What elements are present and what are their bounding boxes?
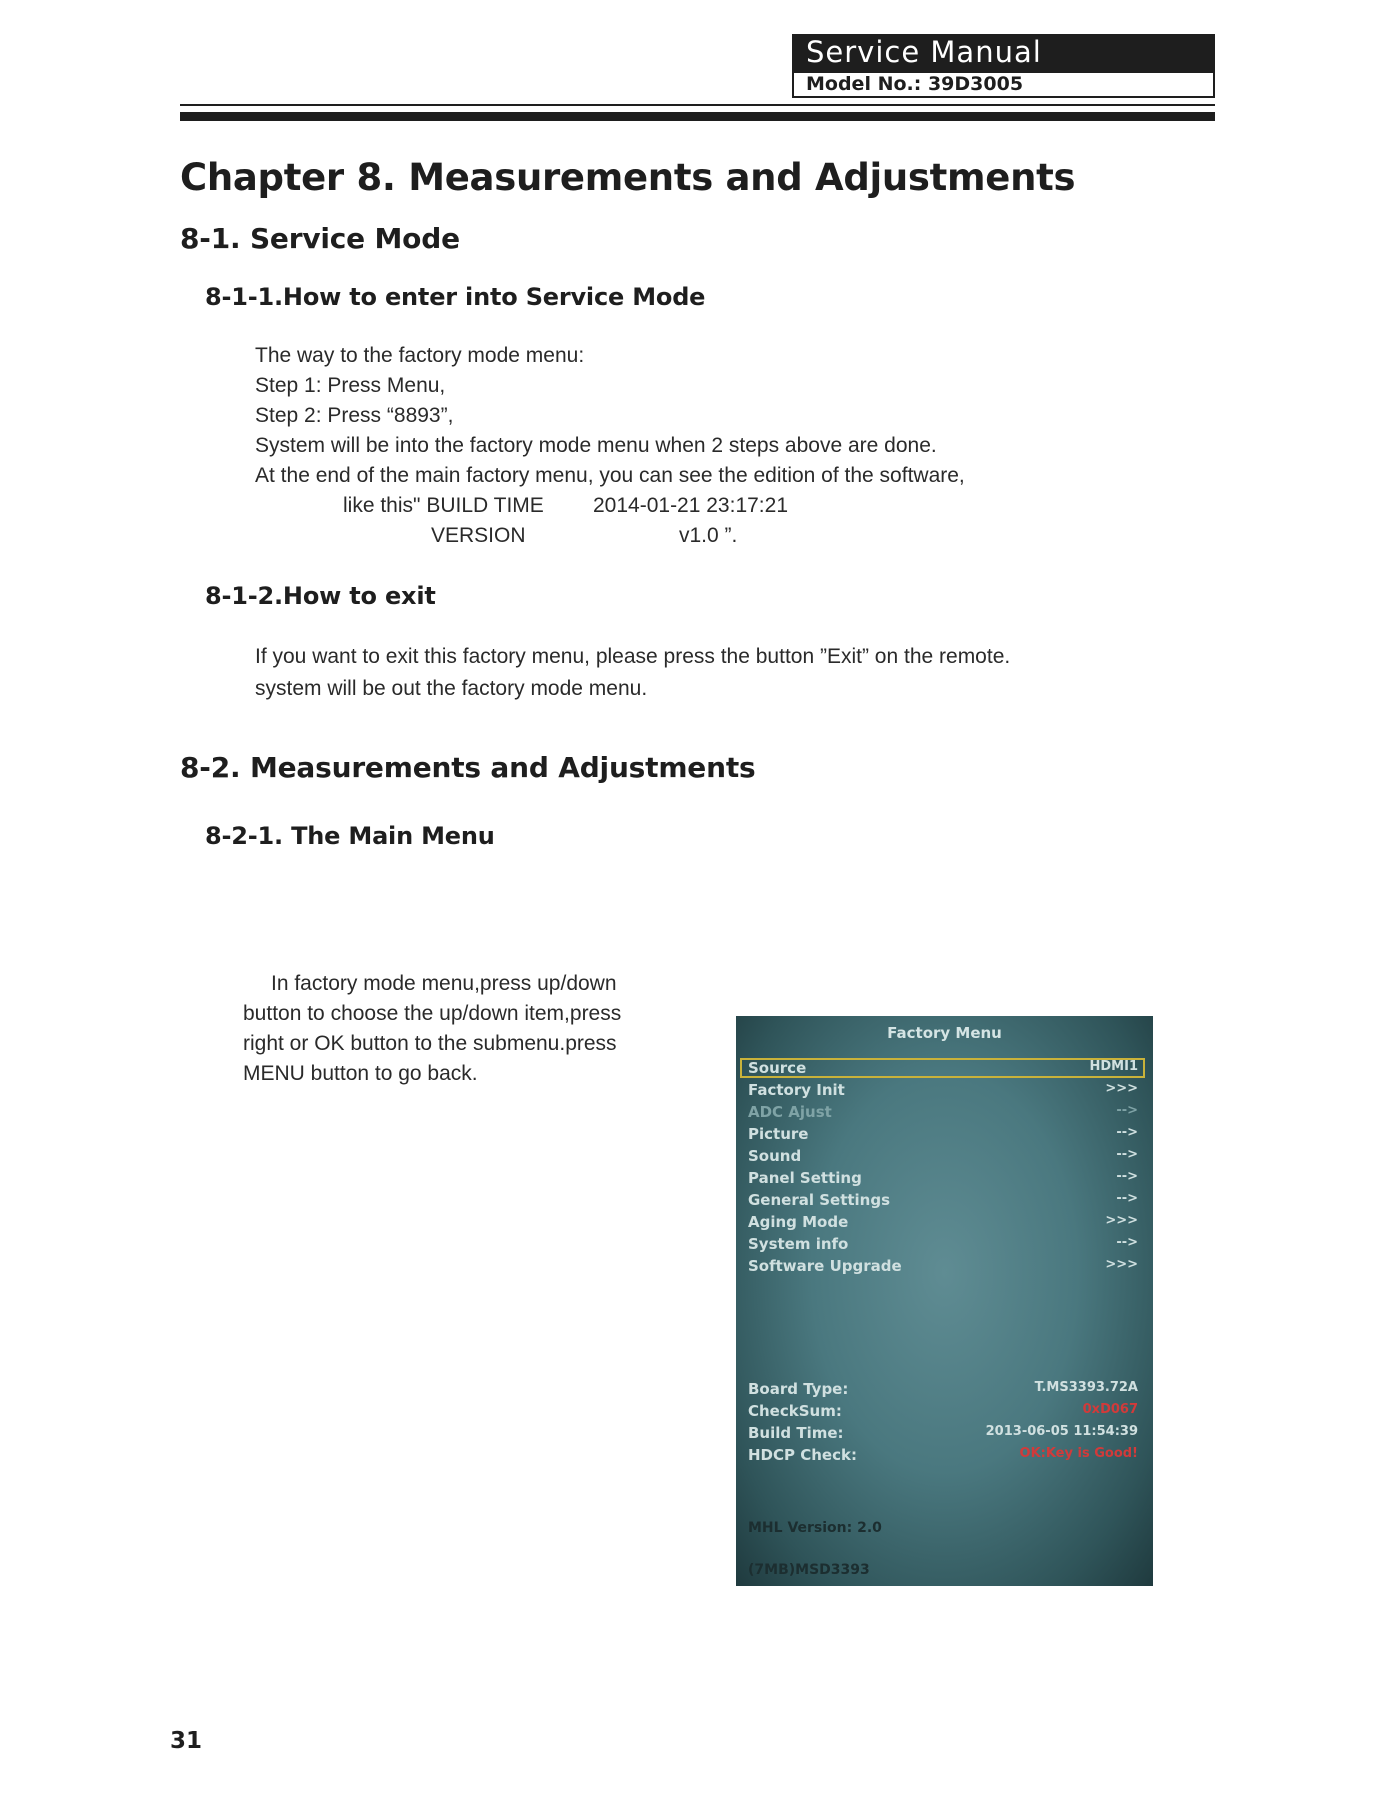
menu-item-label: Panel Setting [748, 1169, 862, 1187]
factory-menu-screenshot [736, 1016, 1153, 1586]
info-value: 2013-06-05 11:54:39 [985, 1424, 1138, 1439]
section-service-mode-title: 8-1. Service Mode [180, 222, 460, 255]
menu-item-value: --> [1116, 1235, 1138, 1250]
enter-line-1: The way to the factory mode menu: [255, 344, 585, 367]
info-label: HDCP Check: [748, 1446, 857, 1464]
info-label: Build Time: [748, 1424, 844, 1442]
chapter-title: Chapter 8. Measurements and Adjustments [180, 156, 1076, 199]
menu-item-label: General Settings [748, 1191, 891, 1209]
factory-menu-title: Factory Menu [887, 1024, 1002, 1042]
header-rule-thin [180, 104, 1215, 106]
factory-menu-item-software-upgrade [748, 1257, 1138, 1279]
menu-item-label: Source [748, 1059, 807, 1077]
factory-menu-item-system-info [748, 1235, 1138, 1257]
menu-item-label: Sound [748, 1147, 802, 1165]
factory-menu-item-general-settings [748, 1191, 1138, 1213]
info-label: Board Type: [748, 1380, 849, 1398]
menu-item-label: Aging Mode [748, 1213, 849, 1231]
page-number: 31 [170, 1728, 203, 1754]
menu-item-label: Factory Init [748, 1081, 845, 1099]
menu-item-value: --> [1116, 1191, 1138, 1206]
subsection-enter-title: 8-1-1.How to enter into Service Mode [205, 283, 706, 311]
enter-line-5: At the end of the main factory menu, you can see the edition of the software, [255, 464, 965, 487]
menu-item-value: --> [1116, 1147, 1138, 1162]
menu-item-value: --> [1116, 1103, 1138, 1118]
menu-item-value: >>> [1105, 1213, 1138, 1228]
exit-line-1: If you want to exit this factory menu, please press the button ”Exit” on the remote. [255, 645, 1011, 668]
info-value: OK:Key is Good! [1019, 1446, 1138, 1461]
factory-info-hdcp-check [748, 1446, 1138, 1468]
exit-line-2: system will be out the factory mode menu. [255, 677, 648, 700]
menu-item-label: Software Upgrade [748, 1257, 902, 1275]
subsection-exit-title: 8-1-2.How to exit [205, 582, 436, 610]
main-menu-line-1: In factory mode menu,press up/down [271, 972, 617, 995]
header-title: Service Manual [792, 34, 1215, 71]
version-value: v1.0 ”. [679, 524, 738, 547]
header-rule-thick [180, 112, 1215, 121]
enter-line-3: Step 2: Press “8893”, [255, 404, 454, 427]
factory-menu-item-sound [748, 1147, 1138, 1169]
factory-menu-item-adc-ajust [748, 1103, 1138, 1125]
factory-menu-item-aging-mode [748, 1213, 1138, 1235]
build-time-value: 2014-01-21 23:17:21 [593, 494, 788, 517]
header-model-number: Model No.: 39D3005 [792, 71, 1215, 98]
menu-item-value: --> [1116, 1125, 1138, 1140]
menu-item-value: HDMI1 [1089, 1059, 1138, 1074]
main-menu-line-4: MENU button to go back. [243, 1062, 478, 1085]
factory-menu-item-panel-setting [748, 1169, 1138, 1191]
factory-mhl-version: MHL Version: 2.0 [748, 1520, 882, 1536]
version-label: VERSION [431, 524, 526, 547]
info-label: CheckSum: [748, 1402, 842, 1420]
menu-item-label: ADC Ajust [748, 1103, 832, 1121]
menu-item-label: Picture [748, 1125, 809, 1143]
menu-item-value: >>> [1105, 1081, 1138, 1096]
menu-item-value: --> [1116, 1169, 1138, 1184]
factory-info-board-type [748, 1380, 1138, 1402]
info-value: T.MS3393.72A [1034, 1380, 1138, 1395]
factory-info-checksum [748, 1402, 1138, 1424]
main-menu-line-3: right or OK button to the submenu.press [243, 1032, 617, 1055]
build-time-label: like this" BUILD TIME [343, 494, 544, 517]
subsection-main-menu-title: 8-2-1. The Main Menu [205, 822, 495, 850]
main-menu-description [243, 969, 621, 1089]
enter-line-4: System will be into the factory mode menu when 2 steps above are done. [255, 434, 937, 457]
enter-line-2: Step 1: Press Menu, [255, 374, 446, 397]
factory-menu-item-picture [748, 1125, 1138, 1147]
factory-info-build-time [748, 1424, 1138, 1446]
section-measurements-title: 8-2. Measurements and Adjustments [180, 751, 756, 784]
menu-item-value: >>> [1105, 1257, 1138, 1272]
factory-chip-model: (7MB)MSD3393 [748, 1562, 870, 1578]
info-value: 0xD067 [1082, 1402, 1138, 1417]
enter-instructions [255, 341, 965, 491]
factory-menu-item-factory-init [748, 1081, 1138, 1103]
main-menu-line-2: button to choose the up/down item,press [243, 1002, 622, 1025]
factory-menu-item-source [748, 1059, 1138, 1081]
menu-item-label: System info [748, 1235, 849, 1253]
